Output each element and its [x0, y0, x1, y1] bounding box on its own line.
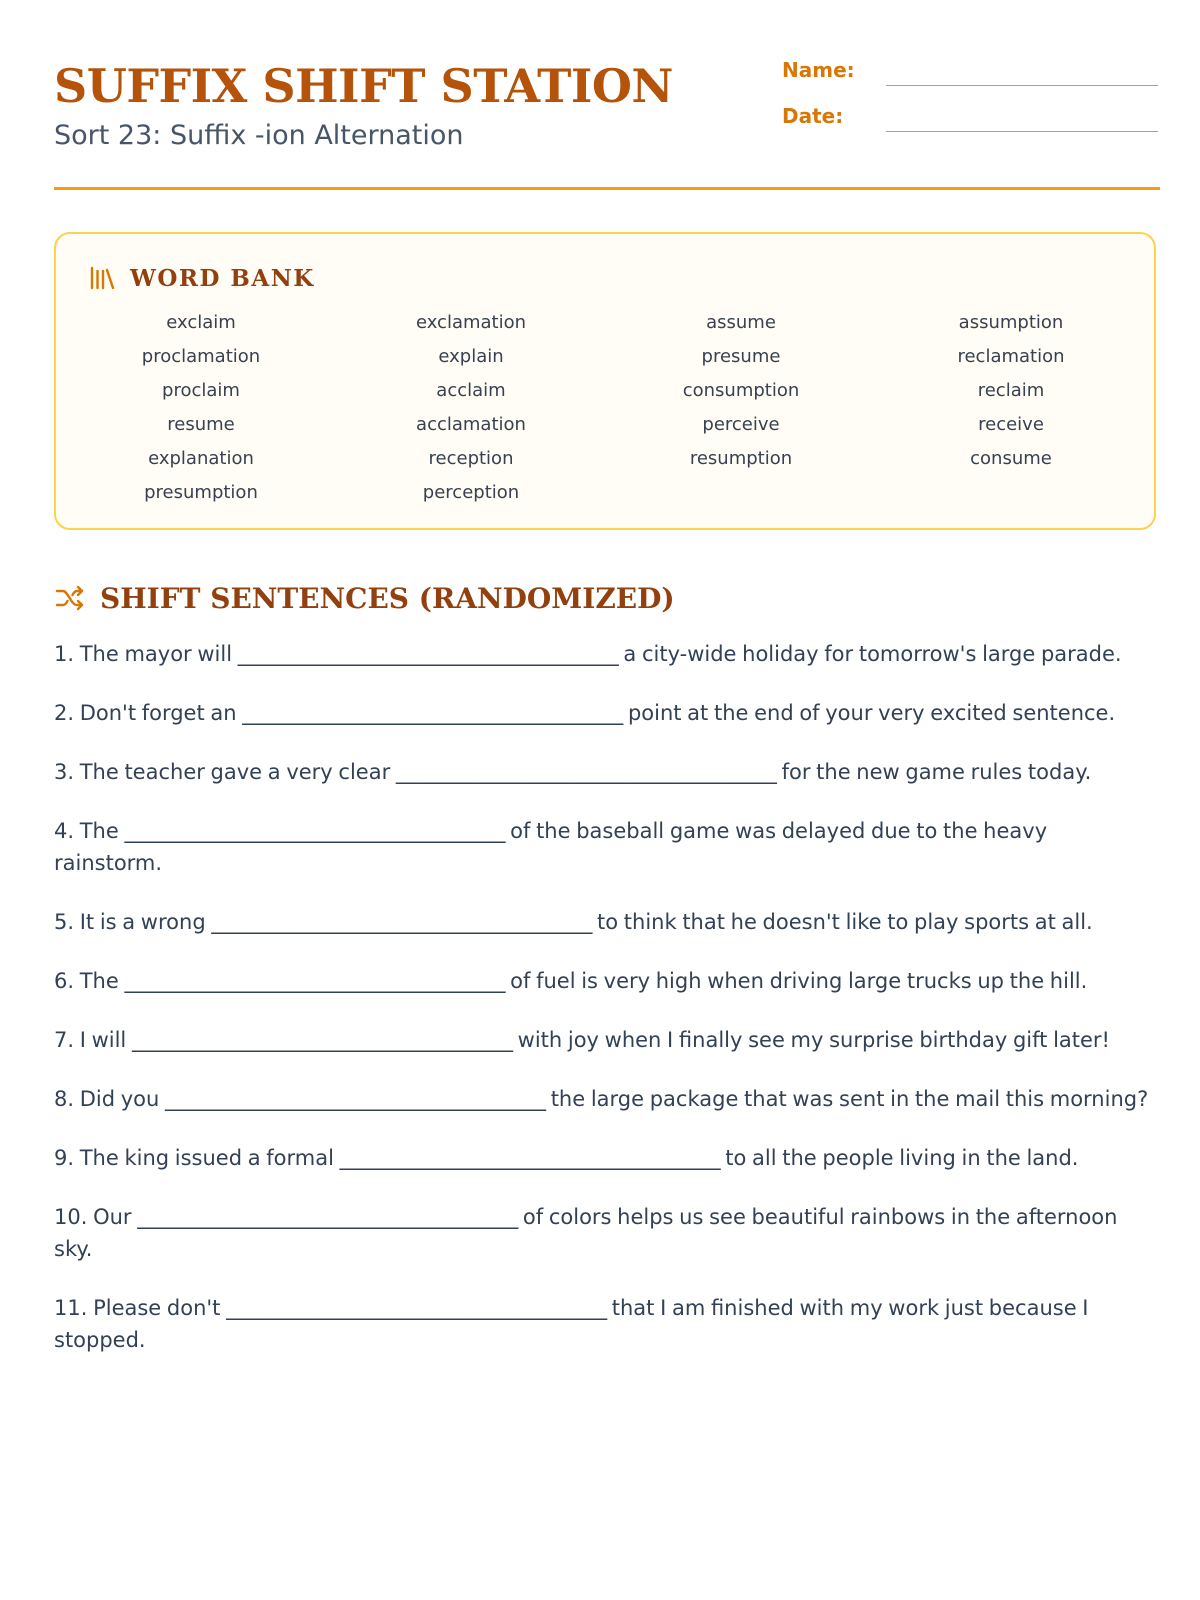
word-bank-word: explain [438, 346, 504, 367]
sentence-end: the large package that was sent in the mail this morning? [550, 1087, 1149, 1111]
name-row [782, 56, 1160, 102]
word-bank-word: perception [422, 482, 520, 503]
sentence-item [54, 756, 1160, 788]
sentence-item [54, 815, 1160, 879]
sentence-end: of colors helps us see beautiful rainbows in the afternoon sky. [54, 1205, 1118, 1261]
sentence-end: that I am finished with my work just because I stopped. [54, 1296, 1089, 1352]
word-bank-word: presumption [144, 482, 258, 503]
sentence-start: 1. The mayor will [54, 642, 233, 666]
answer-blank[interactable]: ________________________________________ [131, 1028, 512, 1052]
page-title: SUFFIX SHIFT STATION [54, 59, 673, 113]
sentence-end: of the baseball game was delayed due to the heavy rainstorm. [54, 819, 1048, 875]
sentence-end: to all the people living in the land. [725, 1146, 1079, 1170]
sentences-title: SHIFT SENTENCES (RANDOMIZED) [100, 581, 675, 615]
sentence-start: 5. It is a wrong [54, 910, 206, 934]
word-bank-word: assume [706, 312, 776, 333]
word-bank-word: reclaim [977, 380, 1045, 401]
word-bank-word: exclamation [415, 312, 527, 333]
sentence-item [54, 1201, 1160, 1265]
date-label: Date: [782, 104, 844, 128]
sentence-item [54, 1142, 1160, 1174]
sentence-list [54, 638, 1160, 1383]
word-bank-word: consume [970, 448, 1052, 469]
sentence-start: 11. Please don't [54, 1296, 221, 1320]
sentence-start: 10. Our [54, 1205, 132, 1229]
sentence-start: 6. The [54, 969, 119, 993]
sentence-end: of fuel is very high when driving large trucks up the hill. [510, 969, 1088, 993]
answer-blank[interactable]: ________________________________________ [165, 1087, 545, 1111]
word-bank-word: assumption [958, 312, 1064, 333]
name-field[interactable] [886, 85, 1158, 86]
word-bank-word: presume [701, 346, 781, 367]
sentence-item [54, 1083, 1160, 1115]
word-bank-grid [66, 306, 1146, 510]
header [54, 56, 1160, 190]
date-row [782, 102, 1160, 148]
word-bank-word: receive [978, 414, 1044, 435]
word-bank-title: WORD BANK [130, 264, 315, 292]
answer-blank[interactable]: ________________________________________ [211, 910, 592, 934]
sentence-end: a city-wide holiday for tomorrow's large parade. [623, 642, 1122, 666]
sentence-end: point at the end of your very excited sentence. [627, 701, 1116, 725]
word-bank-word: proclaim [162, 380, 240, 401]
sentence-end: to think that he doesn't like to play sports at all. [597, 910, 1093, 934]
name-label: Name: [782, 58, 855, 82]
header-divider [54, 187, 1160, 190]
sentence-item [54, 697, 1160, 729]
word-bank [54, 232, 1156, 530]
word-bank-word: perceive [702, 414, 780, 435]
sentence-item [54, 1024, 1160, 1056]
answer-blank[interactable]: ________________________________________ [242, 701, 623, 725]
sentence-item [54, 638, 1160, 670]
word-bank-word: resume [167, 414, 235, 435]
word-bank-word: acclaim [436, 380, 506, 401]
word-bank-word: reception [428, 448, 514, 469]
sentence-start: 8. Did you [54, 1087, 160, 1111]
sentence-start: 9. The king issued a formal [54, 1146, 334, 1170]
sentence-item [54, 1292, 1160, 1356]
worksheet-page [54, 0, 1160, 1600]
sentence-end: for the new game rules today. [781, 760, 1092, 784]
page-subtitle: Sort 23: Suffix -ion Alternation [54, 120, 464, 151]
date-field[interactable] [886, 131, 1158, 132]
sentence-start: 2. Don't forget an [54, 701, 237, 725]
word-bank-word: resumption [689, 448, 793, 469]
library-books-icon [88, 264, 116, 292]
sentence-start: 4. The [54, 819, 119, 843]
sentence-item [54, 906, 1160, 938]
student-info [782, 56, 1160, 148]
sentence-end: with joy when I finally see my surprise birthday gift later! [517, 1028, 1110, 1052]
answer-blank[interactable]: ________________________________________ [124, 969, 505, 993]
word-bank-word: proclamation [141, 346, 261, 367]
word-bank-word: consumption [682, 380, 800, 401]
sentence-item [54, 965, 1160, 997]
answer-blank[interactable]: ________________________________________ [226, 1296, 607, 1320]
word-bank-header [88, 262, 315, 294]
word-bank-word: acclamation [416, 414, 526, 435]
answer-blank[interactable]: ________________________________________ [395, 760, 776, 784]
sentences-header [54, 578, 675, 618]
answer-blank[interactable]: ________________________________________ [339, 1146, 720, 1170]
shuffle-icon [54, 582, 86, 614]
word-bank-word: exclaim [166, 312, 236, 333]
answer-blank[interactable]: ________________________________________ [137, 1205, 518, 1229]
sentence-start: 3. The teacher gave a very clear [54, 760, 391, 784]
answer-blank[interactable]: ________________________________________ [237, 642, 618, 666]
sentence-start: 7. I will [54, 1028, 127, 1052]
word-bank-word: reclamation [957, 346, 1065, 367]
word-bank-word: explanation [148, 448, 254, 469]
answer-blank[interactable]: ________________________________________ [124, 819, 505, 843]
